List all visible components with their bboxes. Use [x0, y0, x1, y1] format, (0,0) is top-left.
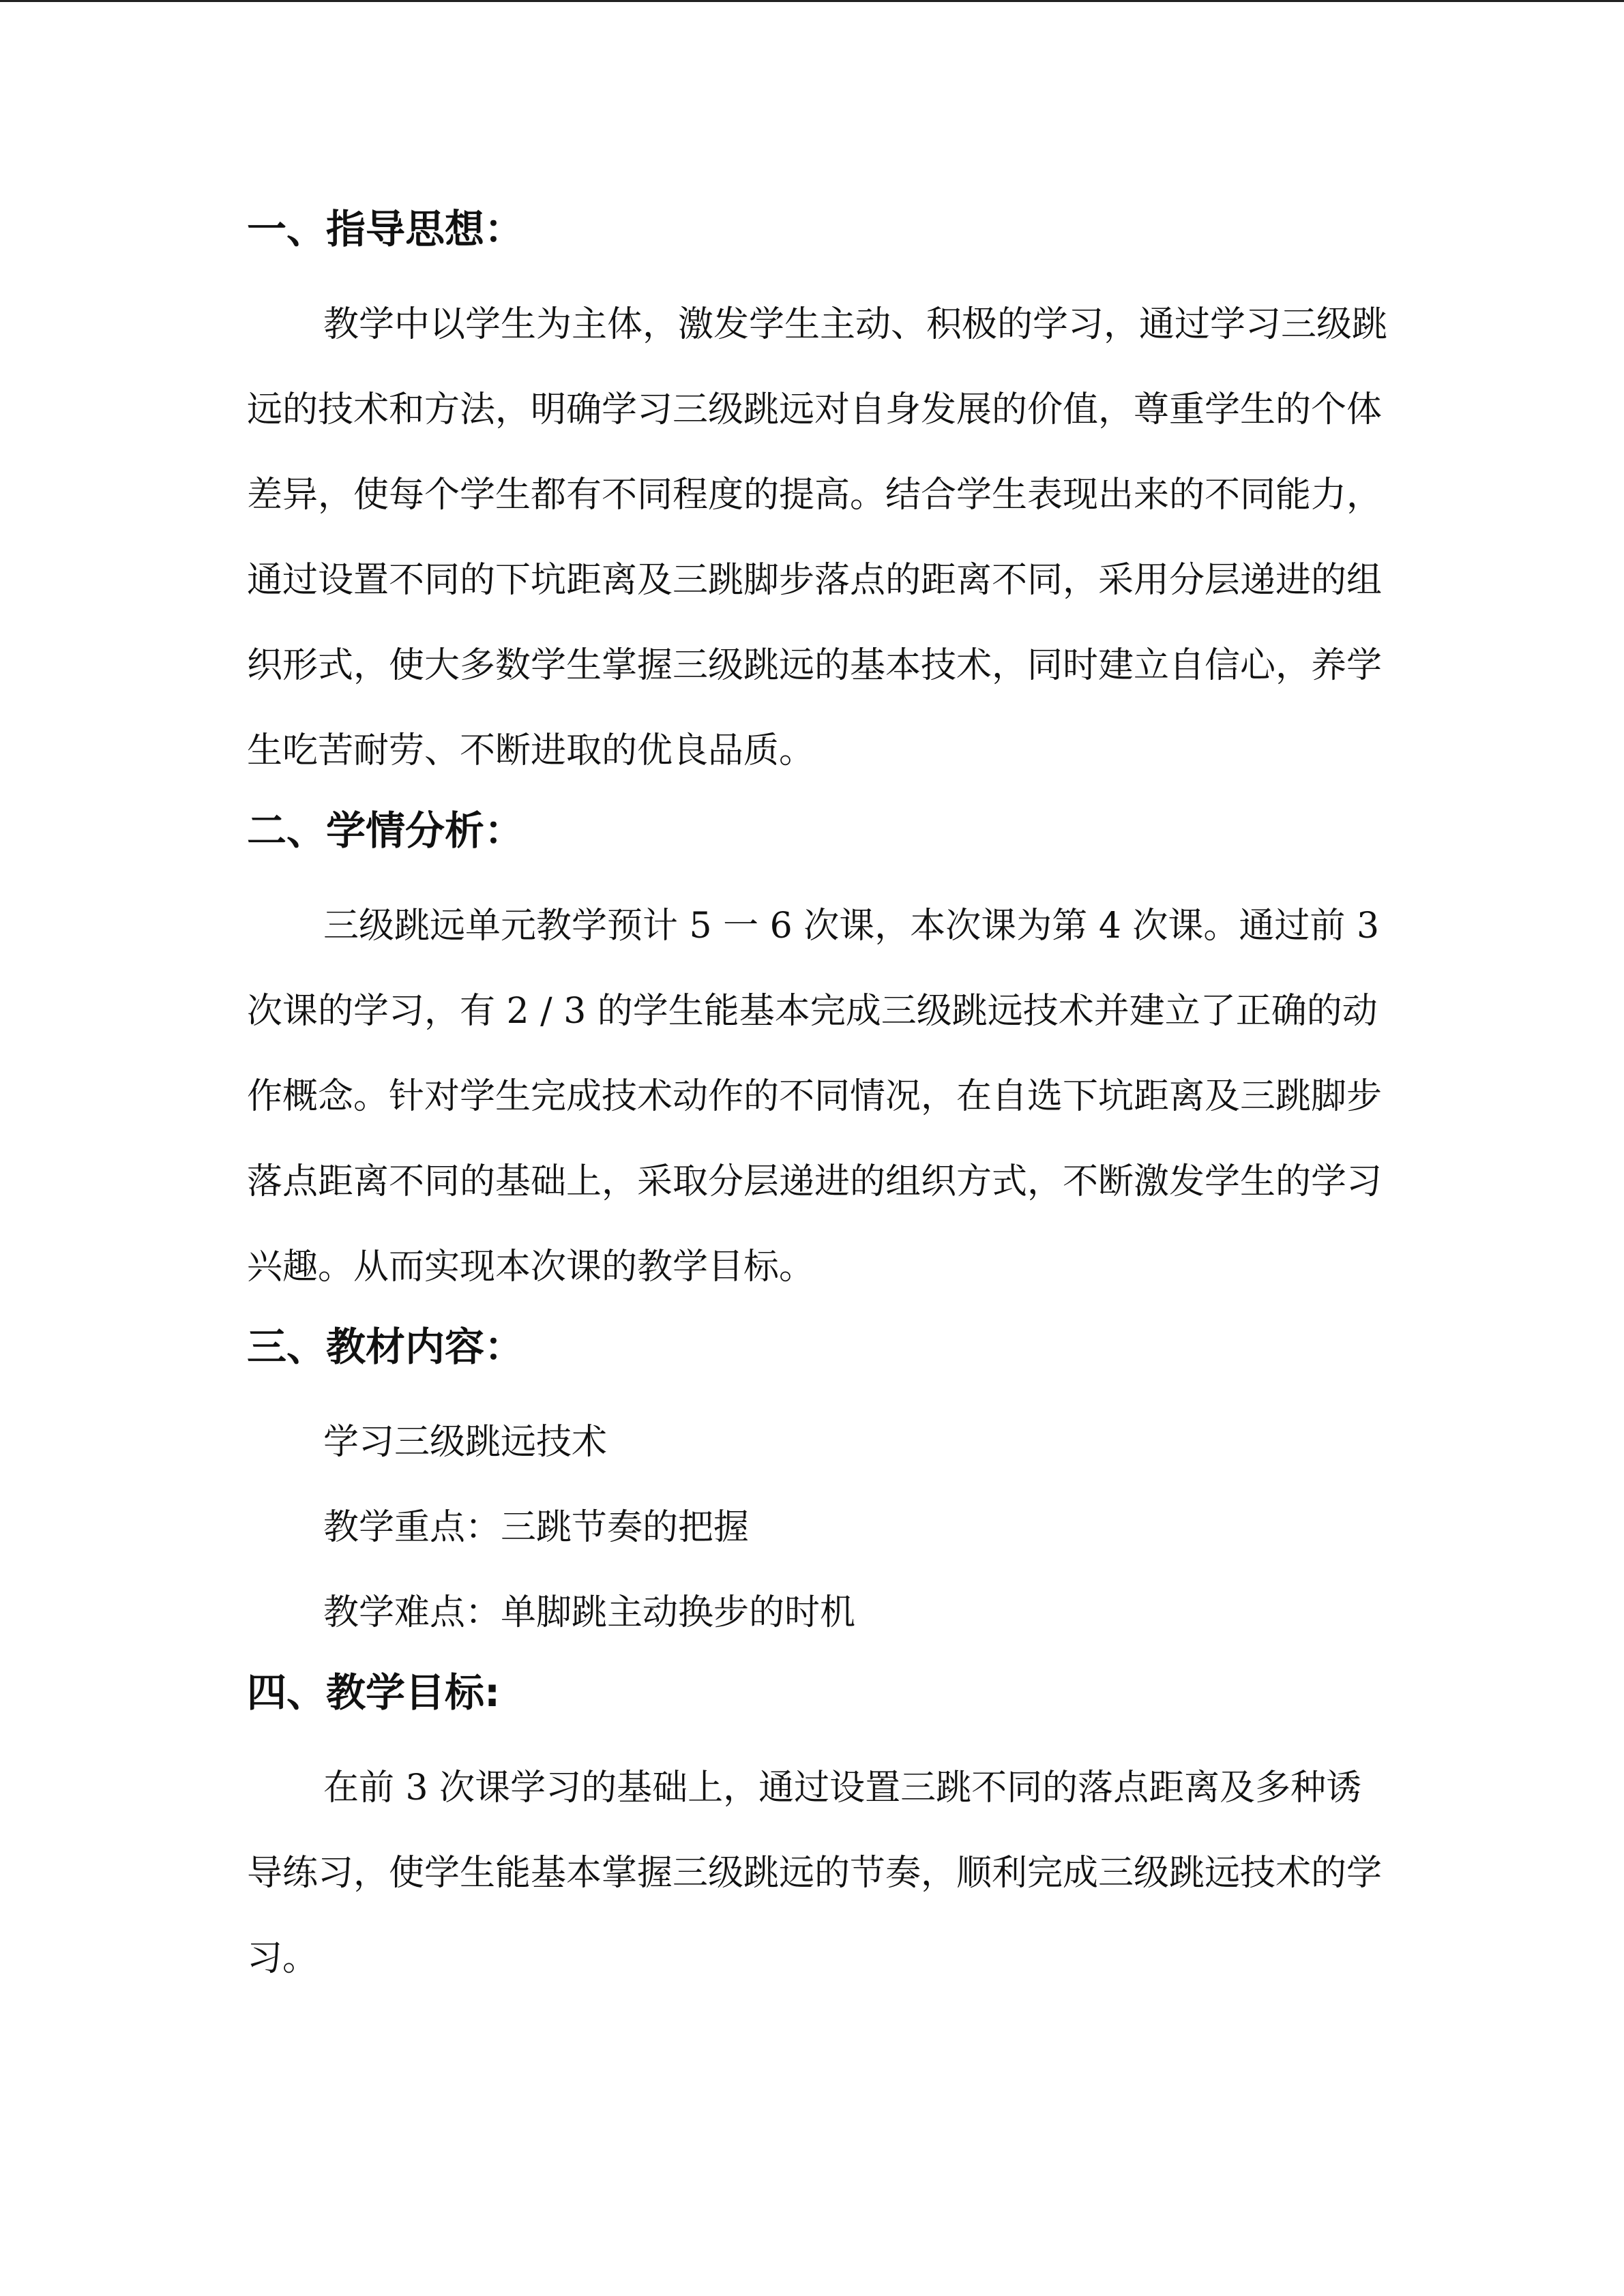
teaching-content-item: 学习三级跳远技术: [323, 1422, 608, 1463]
section-body-guiding-ideology: 教学中以学生为主体，激发学生主动、积极的学习，通过学习三级跳远的技术和方法，明确学习三级跳远对自身发展的价值，尊重学生的个体差异，使每个学生都有不同程度的提高。结合学生表现出来的不同能力，通过设置不同的下坑距离及三跳脚步落点的距离不同，采用分层递进的组织形式，使大多数学生掌握三级跳远的基本技术，同时建立自信心，养学生吃苦耐劳、不断进取的优良品质。: [247, 304, 1388, 771]
section-heading-teaching-objectives: 四、教学目标:: [247, 1669, 501, 1716]
section-heading-student-analysis: 二、学情分析：: [247, 807, 525, 854]
section-body-teaching-objectives: 在前 3 次课学习的基础上，通过设置三跳不同的落点距离及多种诱导练习，使学生能基本掌握三级跳远的节奏，顺利完成三级跳远技术的学习。: [247, 1768, 1383, 1979]
document-page: [247, 205, 1393, 2001]
teaching-difficulty: 教学难点：单脚跳主动换步的时机: [323, 1592, 856, 1633]
top-border-line: [0, 0, 1624, 2]
section-heading-guiding-ideology: 一、指导思想：: [247, 206, 525, 252]
section-heading-teaching-content: 三、教材内容：: [247, 1324, 525, 1370]
section-body-student-analysis: 三级跳远单元教学预计 5 一 6 次课，本次课为第 4 次课。通过前 3 次课的学习，有 2 / 3 的学生能基本完成三级跳远技术并建立了正确的动作概念。针对学生完成技术动作的不同情况，在自选下坑距离及三跳脚步落点距离不同的基础上，采取分层递进的组织方式，不断激发学生的学习兴趣。从而实现本次课的教学目标。: [247, 906, 1383, 1287]
teaching-key-point: 教学重点：三跳节奏的把握: [323, 1507, 750, 1548]
teaching-content-list: [247, 1400, 1393, 1656]
